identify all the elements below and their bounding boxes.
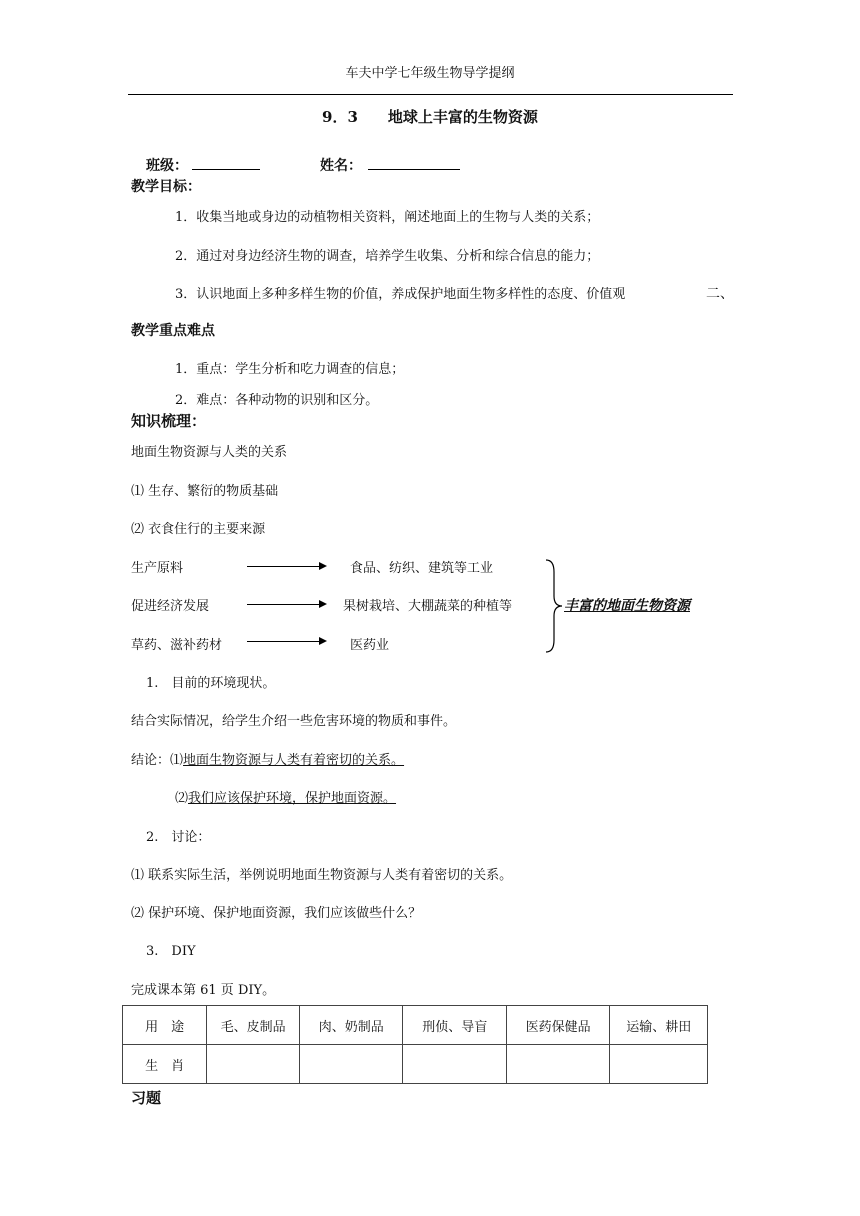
knowledge-intro: 地面生物资源与人类的关系: [131, 445, 288, 460]
discussion-question: ⑴ 联系实际生活，举例说明地面生物资源与人类有着密切的关系。: [131, 868, 513, 883]
table-header-cell: 医药保健品: [506, 1006, 609, 1045]
arrow-icon: [247, 641, 325, 642]
flow-target: 食品、纺织、建筑等工业: [350, 561, 494, 576]
page-header: 车夫中学七年级生物导学提纲: [345, 66, 515, 81]
knowledge-point: ⑴ 生存、繁衍的物质基础: [131, 484, 279, 499]
keypoint-item: 1．重点：学生分析和吃力调查的信息；: [175, 362, 405, 377]
keypoint-item: 2．难点：各种动物的识别和区分。: [175, 393, 379, 408]
goals-heading: 教学目标：: [131, 179, 201, 195]
conclusion-label: 结论：: [131, 753, 171, 768]
flow-target: 医药业: [350, 638, 390, 653]
conclusion-number: ⑵: [175, 791, 189, 806]
keypoints-heading: 教学重点难点: [131, 323, 215, 339]
header-rule: [128, 94, 733, 95]
exercise-heading: 习题: [131, 1089, 162, 1107]
class-field: [146, 153, 260, 175]
brace-icon: [544, 558, 564, 654]
table-header-cell: 用 途: [123, 1006, 207, 1045]
conclusion-number: ⑴: [170, 753, 184, 768]
table-row: [123, 1006, 708, 1045]
conclusion-text: 我们应该保护环境，保护地面资源。: [188, 791, 397, 806]
table-header-cell: 刑侦、导盲: [403, 1006, 506, 1045]
section-title: 3. DIY: [146, 944, 196, 959]
goal-item: 2．通过对身边经济生物的调查，培养学生收集、分析和综合信息的能力；: [175, 249, 600, 264]
knowledge-heading: 知识梳理：: [131, 412, 207, 430]
flow-source: 促进经济发展: [131, 599, 210, 614]
goal-item: 3．认识地面上多种多样生物的价值，养成保护地面生物多样性的态度、价值观: [175, 287, 626, 302]
flow-source: 生产原料: [131, 561, 184, 576]
table-header-cell: 运输、耕田: [610, 1006, 708, 1045]
table-cell-blank[interactable]: [610, 1045, 708, 1084]
table-row: [123, 1045, 708, 1084]
section-text: 完成课本第 61 页 DIY。: [131, 983, 276, 998]
table-row-label: 生 肖: [123, 1045, 207, 1084]
name-field: [320, 153, 460, 175]
class-blank[interactable]: [192, 153, 260, 170]
conclusion-2: [175, 787, 396, 806]
diy-table: [122, 1005, 708, 1084]
goal-item: 1．收集当地或身边的动植物相关资料，阐述地面上的生物与人类的关系；: [175, 210, 600, 225]
knowledge-point: ⑵ 衣食住行的主要来源: [131, 522, 266, 537]
brace-label: 丰富的地面生物资源: [564, 598, 690, 614]
class-label: 班级：: [146, 158, 188, 174]
conclusion-1: [131, 749, 404, 768]
flow-source: 草药、滋补药材: [131, 638, 223, 653]
arrow-icon: [247, 566, 325, 567]
table-cell-blank[interactable]: [403, 1045, 506, 1084]
table-cell-blank[interactable]: [207, 1045, 300, 1084]
section-text: 结合实际情况，给学生介绍一些危害环境的物质和事件。: [131, 714, 457, 729]
table-cell-blank[interactable]: [506, 1045, 609, 1084]
table-cell-blank[interactable]: [300, 1045, 403, 1084]
goal-item-tail: 二、: [706, 286, 734, 302]
table-header-cell: 肉、奶制品: [300, 1006, 403, 1045]
table-header-cell: 毛、皮制品: [207, 1006, 300, 1045]
section-title: 1. 目前的环境现状。: [146, 676, 276, 691]
discussion-question: ⑵ 保护环境、保护地面资源，我们应该做些什么？: [131, 906, 422, 921]
arrow-icon: [247, 604, 325, 605]
conclusion-text: 地面生物资源与人类有着密切的关系。: [183, 753, 405, 768]
flow-target: 果树栽培、大棚蔬菜的种植等: [343, 599, 513, 614]
name-label: 姓名：: [320, 158, 362, 174]
section-title: 2. 讨论：: [146, 830, 211, 845]
name-blank[interactable]: [368, 153, 460, 170]
page-title: 9．3 地球上丰富的生物资源: [322, 108, 538, 126]
